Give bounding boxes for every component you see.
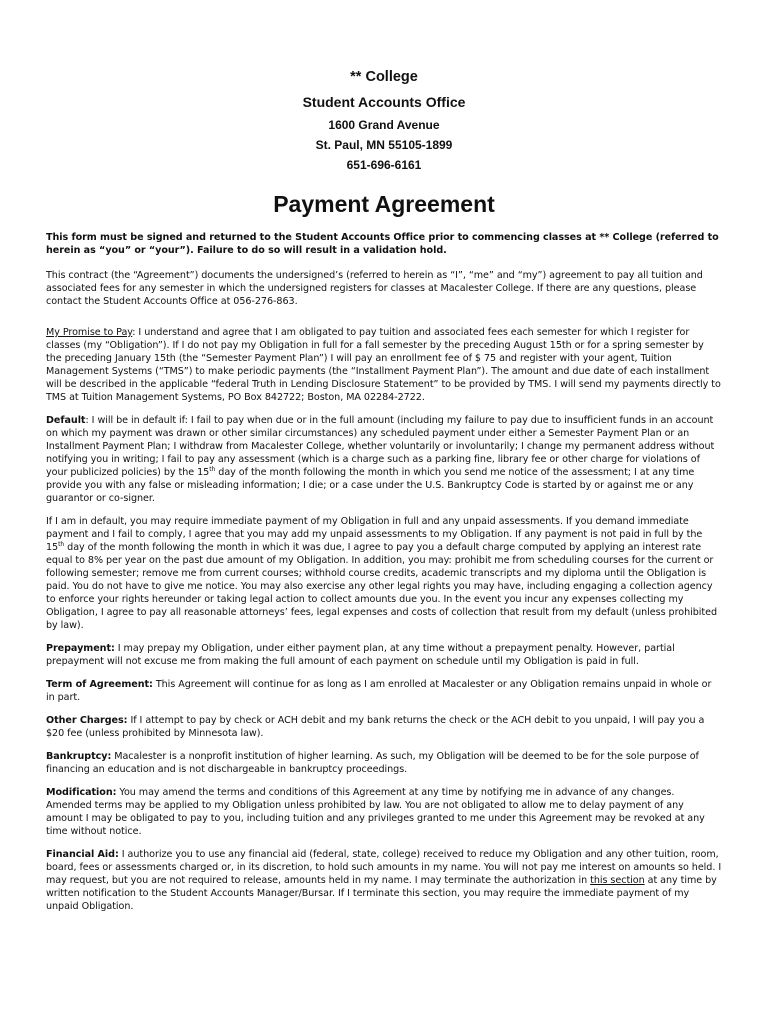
bankruptcy-section: [46, 750, 722, 776]
promise-heading: My Promise to Pay: [46, 327, 133, 338]
default-text-a: : I will be in default if: I fail to pay when due or in the full amount (including my failure to pay due to insufficient funds in an account on which my payment was drawn or other similar circumstances) any scheduled payment under either a Semester Payment Plan or an Installment Payment Plan; I withdraw from Macalester College, whether voluntarily or involuntarily; I change my permanent address without notifying you in writing; I fail to pay any assessment (which is a charge such as a parking fine, library fee or other charge for violations of your publicized policies) by the 15: [46, 415, 715, 478]
other-charges-heading: Other Charges:: [46, 715, 128, 726]
promise-to-pay-section: [46, 326, 722, 404]
term-of-agreement-section: [46, 678, 722, 704]
prepayment-section: [46, 642, 722, 668]
document-body: [46, 231, 722, 913]
term-heading: Term of Agreement:: [46, 679, 153, 690]
contract-paragraph: This contract (the “Agreement”) documents the undersigned’s (referred to herein as “I”, “me” and “my”) agreement to pay all tuition and associated fees for any semester in which the undersigned registers for classes at Macalester College. If there are any questions, please contact the Student Accounts Office at 056-276-863.: [46, 270, 703, 307]
college-name: ** College: [350, 69, 418, 85]
office-name: Student Accounts Office: [302, 94, 466, 110]
this-section-underlined: this section: [590, 875, 645, 886]
street-address: 1600 Grand Avenue: [328, 118, 440, 132]
letterhead: [46, 0, 722, 175]
bankruptcy-heading: Bankruptcy:: [46, 751, 112, 762]
promise-text: : I understand and agree that I am obligated to pay tuition and associated fees each semester for which I register for classes (my “Obligation”). If I do not pay my Obligation in full for a fall semester by the preceding August 15th or for a spring semester by the preceding January 15th (the “Semester Payment Plan”) I will pay an enrollment fee of $ 75 and register with your agent, Tuition Management Systems (“TMS”) to make periodic payments (the “Installment Payment Plan”). The amount and due date of each installment will be described in the applicable “federal Truth in Lending Disclosure Statement” to be provided by TMS. I will send my payments directly to TMS at Tuition Management Systems, PO Box 842722; Boston, MA 02284-2722.: [46, 327, 721, 403]
modification-section: [46, 786, 722, 838]
financial-aid-heading: Financial Aid:: [46, 849, 119, 860]
intro-notice: This form must be signed and returned to the Student Accounts Office prior to commencing classes at ** College (referred to herein as “you” or “your”). Failure to do so will result in a validation hold.: [46, 232, 719, 256]
phone-number: 651-696-6161: [346, 158, 422, 172]
other-charges-text: If I attempt to pay by check or ACH debit and my bank returns the check or the ACH debit to you unpaid, I will pay you a $20 fee (unless prohibited by Minnesota law).: [46, 715, 705, 739]
in-default-text-b: day of the month following the month in which it was due, I agree to pay you a default charge computed by applying an interest rate equal to 8% per year on the past due amount of my Obligation. In addition, you may: prohibit me from scheduling courses for the current or following semester; remove me from current courses; withhold course credits, academic transcripts and my diploma until the Obligation is paid. You do not have to give me notice. You may also exercise any other legal rights you may have, including engaging a collection agency to enforce your rights hereunder or taking legal action to collect amounts due you. In the event you incur any expenses collecting my Obligation, I agree to pay all reasonable attorneys’ fees, legal expenses and costs of collection that result from my default (unless prohibited by law).: [46, 542, 717, 631]
financial-aid-text-b: at any time by written notification to the Student Accounts Manager/Bursar. If I terminate this section, you may require the immediate payment of my unpaid Obligation.: [46, 875, 717, 912]
default-section: [46, 414, 722, 505]
in-default-text-a: If I am in default, you may require immediate payment of my Obligation in full and any unpaid assessments. If you demand immediate payment and I fail to comply, I agree that you may add my unpaid assessments to my Obligation. If any payment is not paid in full by the 15: [46, 516, 703, 553]
document-title: Payment Agreement: [273, 191, 495, 217]
financial-aid-section: [46, 848, 722, 913]
default-ordinal: th: [209, 465, 216, 473]
term-text: This Agreement will continue for as long as I am enrolled at Macalester or any Obligation remains unpaid in whole or in part.: [46, 679, 712, 703]
financial-aid-text-a: I authorize you to use any financial aid (federal, state, college) received to reduce my Obligation and any other tuition, room, board, fees or assessments charged or, in its discretion, to hold such amounts in my name. You will not pay me interest on amounts so held. I may request, but you are not required to release, amounts held in my name. I may terminate the authorization in: [46, 849, 722, 886]
default-text-b: day of the month following the month in which you send me notice of the assessment; I at any time provide you with any false or misleading information; I die; or a case under the U.S. Bankruptcy Code is started by or against me or any guarantor or co-signer.: [46, 467, 695, 504]
default-heading: Default: [46, 415, 86, 426]
bankruptcy-text: Macalester is a nonprofit institution of higher learning. As such, my Obligation will be deemed to be for the sole purpose of financing an education and is not dischargeable in bankruptcy proceedings.: [46, 751, 699, 775]
in-default-ordinal: th: [58, 540, 65, 548]
modification-heading: Modification:: [46, 787, 117, 798]
prepayment-heading: Prepayment:: [46, 643, 115, 654]
city-address: St. Paul, MN 55105-1899: [315, 138, 453, 152]
other-charges-section: [46, 714, 722, 740]
prepayment-text: I may prepay my Obligation, under either payment plan, at any time without a prepayment penalty. However, partial prepayment will not excuse me from making the full amount of each payment on schedule until my Obligation is paid in full.: [46, 643, 675, 667]
in-default-section: [46, 515, 722, 632]
modification-text: You may amend the terms and conditions of this Agreement at any time by notifying me in advance of any changes. Amended terms may be applied to my Obligation unless prohibited by law. You are not obligated to allow me to delay payment of any amount I may be obligated to pay to you, including tuition and any privileges granted to me under this Agreement may be revoked at any time without notice.: [46, 787, 705, 837]
